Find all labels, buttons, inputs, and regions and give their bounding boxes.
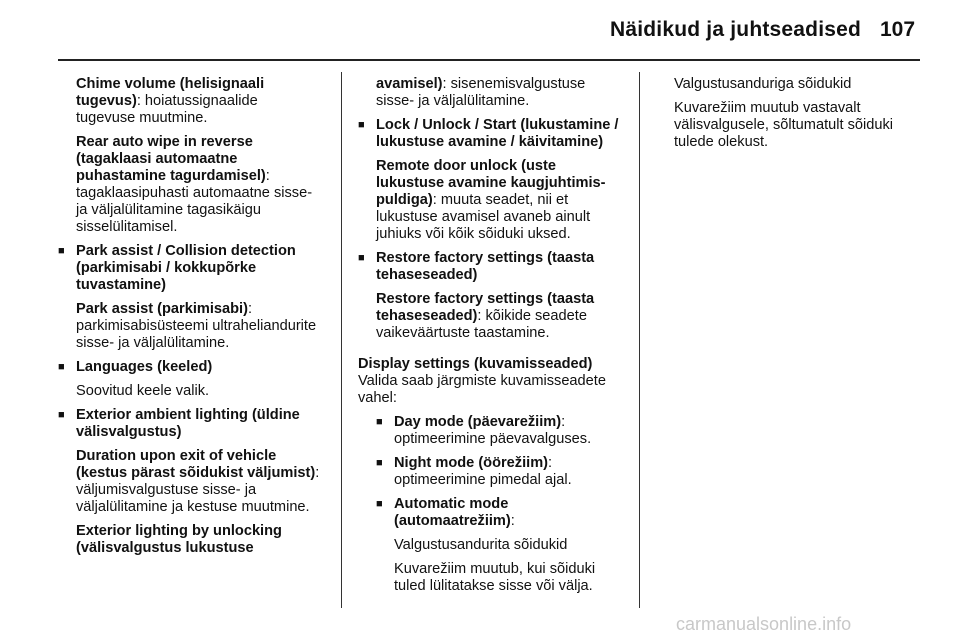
languages-bullet: ■ Languages (keeled): [58, 359, 320, 376]
column-2: [358, 76, 620, 602]
unlock-lighting-entry: avamisel): sisenemisvalgustuse sisse- ja väljalülitamine.: [376, 76, 586, 109]
sensor-vehicles-desc: Kuvarežiim muutub vastavalt välisvalgusele, sõltumatult sõiduki tulede olekust.: [674, 100, 894, 150]
page-number: 107: [880, 18, 916, 41]
auto-no-sensor-desc: Kuvarežiim muutub, kui sõiduki tuled lülitatakse sisse või välja.: [394, 561, 596, 594]
languages-text: Soovitud keele valik.: [76, 383, 210, 399]
column-divider: [341, 72, 342, 608]
restore-factory-bullet: ■ Restore factory settings (taasta tehaseseaded): [358, 250, 620, 284]
column-3: [656, 76, 918, 158]
column-1: [58, 76, 320, 564]
duration-entry: Duration upon exit of vehicle (kestus pärast sõidukist väljumist): väljumisvalgustuse sisse- ja väljalülitamine ja kestuse muutmine.: [76, 448, 320, 515]
exterior-lighting-bullet: ■ Exterior ambient lighting (üldine välisvalgustus): [58, 407, 320, 441]
restore-factory-entry: Restore factory settings (taasta tehaseseaded): kõikide seadete vaikeväärtuste taastamine.: [376, 291, 595, 341]
day-mode-bullet: ■ Day mode (päevarežiim): optimeerimine päevavalguses.: [358, 414, 620, 448]
page-header-title: Näidikud ja juhtseadised: [610, 18, 862, 41]
unlock-lighting-title: Exterior lighting by unlocking (välisvalgustus lukustuse: [76, 523, 282, 556]
park-assist-bullet: ■ Park assist / Collision detection (parkimisabi / kokkupõrke tuvastamine): [58, 243, 320, 294]
auto-no-sensor-text: Valgustusandurita sõidukid: [394, 537, 568, 553]
header-rule: [58, 59, 920, 61]
display-settings-text: Valida saab järgmiste kuvamisseadete vahel:: [358, 373, 606, 406]
display-settings-heading: Display settings (kuvamisseaded): [358, 356, 593, 372]
watermark: carmanualsonline.info: [676, 614, 852, 634]
chime-volume-entry: Chime volume (helisignaali tugevus): hoiatussignaalide tugevuse muutmine.: [76, 76, 265, 126]
rear-wipe-entry: Rear auto wipe in reverse (tagaklaasi automaatne puhastamine tagurdamisel): tagaklaasipuhasti automaatne sisse- ja väljalülitamine tagasikäigu sisselülitamisel.: [76, 134, 313, 235]
sensor-vehicles-text: Valgustusanduriga sõidukid: [674, 76, 852, 92]
remote-unlock-entry: Remote door unlock (uste lukustuse avamine kaugjuhtimis-puldiga): muuta seadet, nii et lukustuse avamisel avaneb ainult juhiuks või kõik sõiduki uksed.: [376, 158, 606, 242]
park-assist-entry: Park assist (parkimisabi): parkimisabisüsteemi ultraheliandurite sisse- ja väljalülitamine.: [76, 301, 317, 351]
night-mode-bullet: ■ Night mode (öörežiim): optimeerimine pimedal ajal.: [358, 455, 620, 489]
automatic-mode-bullet: ■ Automatic mode (automaatrežiim):: [358, 496, 620, 530]
lock-unlock-bullet: ■ Lock / Unlock / Start (lukustamine / lukustuse avamine / käivitamine): [358, 117, 620, 151]
column-divider: [639, 72, 640, 608]
